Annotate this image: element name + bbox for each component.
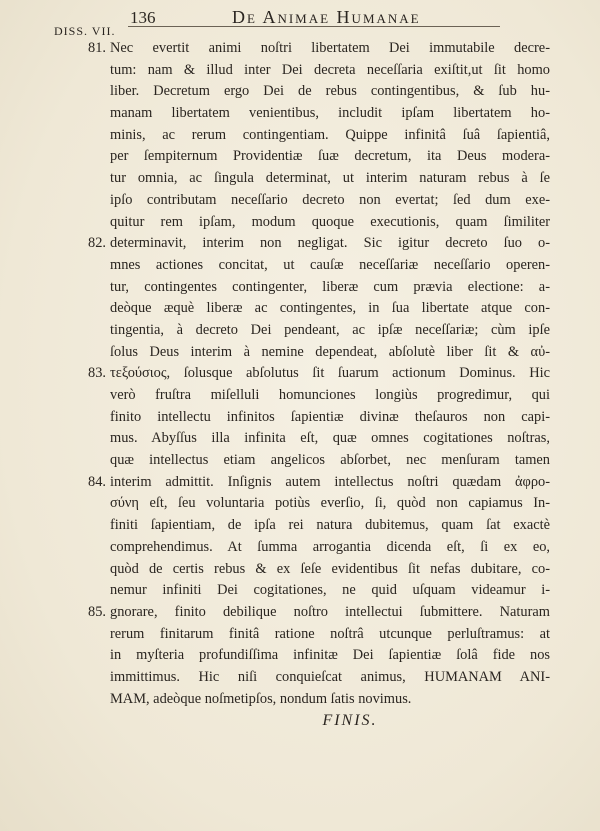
line-text: rerum finitarum finitâ ratione noſtrâ utcunque perluſtramus: at bbox=[110, 625, 550, 642]
page-header bbox=[0, 4, 600, 38]
text-line bbox=[88, 38, 550, 60]
line-text: interim admittit. Inſignis autem intellectus noſtri quædam ἀφρο- bbox=[110, 473, 550, 490]
line-text: nemur infiniti Dei cogitationes, ne quid uſquam videamur i- bbox=[110, 582, 550, 599]
line-text: minis, ac rerum contingentiam. Quippe infinitâ ſuâ ſapientiâ, bbox=[110, 126, 550, 143]
text-line bbox=[110, 407, 550, 429]
text-line bbox=[110, 515, 550, 537]
text-line bbox=[88, 602, 550, 624]
line-text: ſolus Deus interim à nemine dependeat, abſolutè liber ſit & αὐ- bbox=[110, 343, 550, 360]
text-line bbox=[110, 60, 550, 82]
line-text: verò fruſtra miſelluli homunciones longiùs progredimur, qui bbox=[110, 387, 550, 403]
text-line bbox=[110, 385, 550, 407]
line-text: quòd de certis rebus & ex ſeſe evidentibus ſit nefas dubitare, co- bbox=[110, 560, 550, 577]
text-line bbox=[110, 255, 550, 277]
running-head: De Animae Humanae bbox=[232, 7, 421, 27]
line-text: tur, contingentes contingenter, liberæ cum prævia electione: a- bbox=[110, 278, 550, 295]
line-text: ipſo contributam neceſſario decreto non evertat; ſed dum exe- bbox=[110, 191, 550, 208]
text-line bbox=[110, 212, 550, 234]
text-line bbox=[88, 233, 550, 255]
text-line bbox=[110, 277, 550, 299]
line-text: mus. Abyſſus illa infinita eſt, quæ omnes cogitationes noſtras, bbox=[110, 430, 550, 447]
line-text: quæ intellectus etiam angelicos abſorbet, nec menſuram tamen bbox=[110, 452, 550, 469]
line-text: tur omnia, ac ſingula determinat, ut interim naturam rebus à ſe bbox=[110, 170, 550, 187]
line-text: liber. Decretum ergo Dei de rebus contingentibus, & ſub hu- bbox=[110, 83, 550, 100]
text-line bbox=[110, 168, 550, 190]
text-line bbox=[110, 298, 550, 320]
line-text: immittimus. Hic niſi conquieſcat animus, HUMANAM ANI- bbox=[110, 668, 550, 685]
text-line bbox=[110, 146, 550, 168]
text-line bbox=[110, 320, 550, 342]
line-text: deòque æquè liberæ ac contingentes, in ſua libertate atque con- bbox=[110, 300, 550, 317]
line-text: τεξούσιος, ſolusque abſolutus ſit ſuarum actionum Dominus. Hic bbox=[110, 365, 550, 382]
paragraph-number: 85. bbox=[88, 603, 106, 620]
text-line bbox=[88, 472, 550, 494]
paragraph-number: 81. bbox=[88, 40, 106, 56]
text-line bbox=[110, 493, 550, 515]
line-text: comprehendimus. At ſumma arrogantia dicenda eſt, ſi ex eo, bbox=[110, 538, 550, 555]
line-text: σύνη eſt, ſeu voluntaria potiùs everſio, ſi, quòd non capiamus In- bbox=[110, 495, 550, 512]
line-text: per ſempiternum Providentiæ ſuæ decretum, ita Deus modera- bbox=[110, 148, 550, 165]
text-line bbox=[110, 645, 550, 667]
line-text: determinavit, interim non negligat. Sic igitur decreto ſuo o- bbox=[110, 235, 550, 252]
line-text: quitur rem ipſam, modum quoque executionis, quam ſimiliter bbox=[110, 213, 550, 230]
line-text: finiti ſapientiam, de ipſa rei natura dubitemus, quam ſat exactè bbox=[110, 517, 550, 534]
line-text: manam libertatem venientibus, includit ipſam libertatem ho- bbox=[110, 105, 550, 122]
paragraph-number: 82. bbox=[88, 235, 106, 252]
line-text: gnorare, finito debilique noſtro intellectui ſubmittere. Naturam bbox=[110, 603, 550, 620]
page-number: 136 bbox=[130, 8, 156, 27]
text-line bbox=[110, 689, 550, 711]
paragraph-number: 83. bbox=[88, 365, 106, 382]
line-text: in myſteria profundiſſima infinitæ Dei ſapientiæ ſolâ fide nos bbox=[110, 647, 550, 664]
finis-text: FINIS. bbox=[322, 712, 378, 729]
dissertation-label: DISS. VII. bbox=[54, 24, 116, 38]
header-rule bbox=[128, 26, 500, 27]
line-text: mnes actiones concitat, ut cauſæ neceſſariæ neceſſario operen- bbox=[110, 256, 550, 273]
text-line bbox=[110, 580, 550, 602]
line-text: finito intellectu infinitos ſapientiæ divinæ theſauros non capi- bbox=[110, 408, 550, 425]
text-line bbox=[110, 125, 550, 147]
text-line bbox=[110, 103, 550, 125]
text-line bbox=[110, 667, 550, 689]
text-line bbox=[110, 537, 550, 559]
body-text bbox=[88, 38, 550, 710]
text-line bbox=[88, 363, 550, 385]
text-line bbox=[110, 342, 550, 364]
text-line bbox=[110, 559, 550, 581]
line-text: Nec evertit animi noſtri libertatem Dei immutabile decre- bbox=[110, 40, 550, 56]
text-line bbox=[110, 81, 550, 103]
paragraph-number: 84. bbox=[88, 473, 106, 490]
line-text: tingentia, à decreto Dei pendeant, ac ipſæ neceſſariæ; cùm ipſe bbox=[110, 321, 550, 338]
text-line bbox=[110, 624, 550, 646]
text-line bbox=[110, 428, 550, 450]
text-line bbox=[110, 450, 550, 472]
line-text: tum: nam & illud inter Dei decreta neceſſaria exiſtit,ut ſit homo bbox=[110, 61, 550, 78]
line-text: MAM, adeòque noſmetipſos, nondum ſatis novimus. bbox=[110, 690, 412, 707]
text-line bbox=[110, 190, 550, 212]
